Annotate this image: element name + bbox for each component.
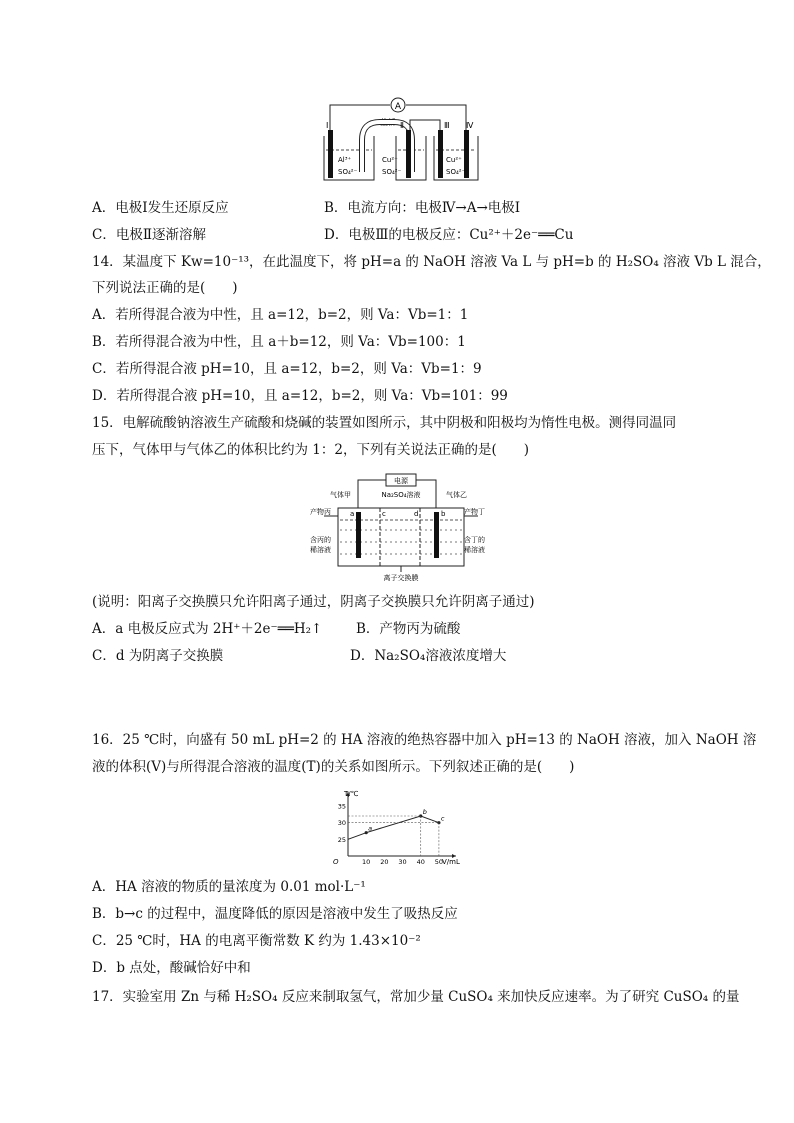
temperature-volume-chart xyxy=(330,786,470,868)
y-tick-label: 25 xyxy=(337,835,346,844)
y-tick-label: 30 xyxy=(337,819,346,828)
option-16b: B．b→c 的过程中，温度降低的原因是溶液中发生了吸热反应 xyxy=(92,906,458,922)
x-tick-label: 50 xyxy=(434,858,444,866)
label-a: a xyxy=(350,510,355,518)
option-13d: D．电极Ⅲ的电极反应：Cu²⁺＋2e⁻══Cu xyxy=(324,227,574,243)
right-input-2: 稀溶液 xyxy=(464,546,485,554)
q16-stem-2: 液的体积(V)与所得混合溶液的温度(T)的关系如图所示。下列叙述正确的是( ) xyxy=(92,759,575,775)
ion-label: Al³⁺ xyxy=(338,156,352,164)
option-16d: D．b 点处，酸碱恰好中和 xyxy=(92,960,251,976)
option-13a: A．电极Ⅰ发生还原反应 xyxy=(92,200,229,216)
electrode-1 xyxy=(328,130,333,178)
series-line xyxy=(348,816,439,839)
x-tick-label: 20 xyxy=(380,858,389,866)
electrode-a xyxy=(356,512,361,558)
origin-label: O xyxy=(333,858,339,866)
point-label-b: b xyxy=(422,808,427,816)
option-15d: D．Na₂SO₄溶液浓度增大 xyxy=(350,648,507,664)
electrode-b xyxy=(434,512,439,558)
x-tick-label: 10 xyxy=(362,858,371,866)
option-13b: B．电流方向：电极Ⅳ→A→电极Ⅰ xyxy=(324,200,521,216)
option-14d: D．若所得混合液 pH=10，且 a=12，b=2，则 Va：Vb=101：99 xyxy=(92,388,508,404)
right-input-1: 含丁的 xyxy=(464,536,485,544)
left-input-1: 含丙的 xyxy=(310,536,331,544)
solution-label: Na₂SO₄溶液 xyxy=(381,491,421,499)
x-tick-label: 30 xyxy=(398,858,407,866)
ion-label: Cu²⁺ xyxy=(446,156,462,164)
option-14a: A．若所得混合液为中性，且 a=12，b=2，则 Va：Vb=1：1 xyxy=(92,307,469,323)
q14-stem-1: 14．某温度下 Kw=10⁻¹³，在此温度下，将 pH=a 的 NaOH 溶液 Va L 与 pH=b 的 H₂SO₄ 溶液 Vb L 混合， xyxy=(92,254,771,270)
ion-label: SO₄²⁻ xyxy=(446,168,466,176)
ion-label: SO₄²⁻ xyxy=(338,168,358,176)
q17-stem-1: 17．实验室用 Zn 与稀 H₂SO₄ 反应来制取氢气，常加少量 CuSO₄ 来加快反应速率。为了研究 CuSO₄ 的量 xyxy=(92,989,740,1005)
q15-stem-1: 15．电解硫酸钠溶液生产硫酸和烧碱的装置如图所示，其中阴极和阳极均为惰性电极。测得同温同 xyxy=(92,415,677,431)
label-b: b xyxy=(441,510,446,518)
left-input-2: 稀溶液 xyxy=(310,546,331,554)
x-axis-label: V/mL xyxy=(442,858,460,866)
option-15a: A．a 电极反应式为 2H⁺＋2e⁻══H₂↑ xyxy=(92,621,323,637)
y-tick-label: 35 xyxy=(337,802,346,811)
x-tick-label: 40 xyxy=(416,858,425,866)
salt-bridge-label: 盐桥 xyxy=(380,118,396,127)
gas-1-label: 气体甲 xyxy=(330,491,351,499)
option-14b: B．若所得混合液为中性，且 a＋b=12，则 Va：Vb=100：1 xyxy=(92,334,466,350)
y-axis-label: T/℃ xyxy=(344,790,359,798)
galvanic-cell-figure xyxy=(318,92,484,186)
electrode-label-3: Ⅲ xyxy=(444,121,450,130)
option-15b: B．产物丙为硫酸 xyxy=(356,621,461,637)
point-label-a: a xyxy=(368,824,373,833)
point-label-c: c xyxy=(440,814,445,823)
ammeter-label: A xyxy=(394,102,402,112)
option-14c: C．若所得混合液 pH=10，且 a=12，b=2，则 Va：Vb=1：9 xyxy=(92,361,482,377)
electrolysis-figure xyxy=(308,472,494,582)
ion-label: SO₄²⁻ xyxy=(382,168,402,176)
q15-note: (说明：阳离子交换膜只允许阳离子通过，阴离子交换膜只允许阴离子通过) xyxy=(92,594,535,610)
product-1-label: 产物丙 xyxy=(310,508,331,516)
electrode-label-1: Ⅰ xyxy=(326,121,329,130)
electrode-label-4: Ⅳ xyxy=(466,121,474,130)
membrane-label: 离子交换膜 xyxy=(383,574,419,582)
option-15c: C．d 为阴离子交换膜 xyxy=(92,648,224,664)
option-16a: A．HA 溶液的物质的量浓度为 0.01 mol·L⁻¹ xyxy=(92,879,366,895)
product-2-label: 产物丁 xyxy=(464,508,485,516)
electrode-2 xyxy=(406,130,411,178)
electrode-label-2: Ⅱ xyxy=(400,121,404,130)
label-c: c xyxy=(382,510,386,518)
q14-stem-2: 下列说法正确的是( ) xyxy=(92,280,238,296)
q16-stem-1: 16．25 ℃时，向盛有 50 mL pH=2 的 HA 溶液的绝热容器中加入 pH=13 的 NaOH 溶液，加入 NaOH 溶 xyxy=(92,732,757,748)
q15-stem-2: 压下，气体甲与气体乙的体积比约为 1：2，下列有关说法正确的是( ) xyxy=(92,442,530,458)
option-13c: C．电极Ⅱ逐渐溶解 xyxy=(92,227,207,243)
label-d: d xyxy=(414,510,419,518)
power-label: 电源 xyxy=(394,477,408,485)
option-16c: C．25 ℃时，HA 的电离平衡常数 K 约为 1.43×10⁻² xyxy=(92,933,421,949)
ion-label: Cu²⁺ xyxy=(382,156,398,164)
gas-2-label: 气体乙 xyxy=(446,491,467,499)
electrode-3 xyxy=(438,130,443,178)
